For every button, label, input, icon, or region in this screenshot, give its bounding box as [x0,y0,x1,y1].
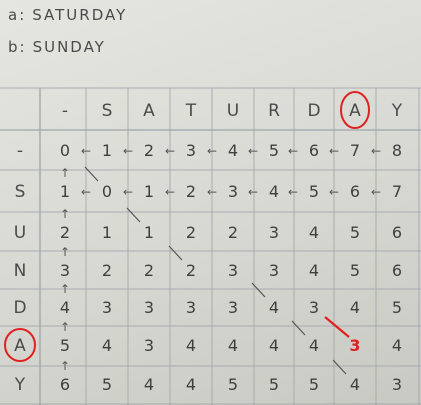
table-cell: 6 [349,182,361,201]
table-cell: 8 [391,141,403,160]
up-arrow-icon: ↑ [59,166,71,180]
table-cell: 3 [268,223,280,242]
table-cell: 4 [268,336,280,355]
table-cell: 2 [227,223,239,242]
column-header: D [307,101,321,121]
table-cell: 5 [349,261,361,280]
table-cell: 2 [185,261,197,280]
left-arrow-icon: ← [328,144,340,158]
table-cell: 4 [227,336,239,355]
table-cell: 4 [227,141,239,160]
left-arrow-icon: ← [206,144,218,158]
table-cell: 4 [349,298,361,317]
table-cell: 2 [185,223,197,242]
row-header: A [14,336,26,356]
table-cell: 6 [308,141,320,160]
table-cell: 6 [391,223,403,242]
left-arrow-icon: ← [206,185,218,199]
up-arrow-icon: ↑ [59,359,71,373]
left-arrow-icon: ← [247,185,259,199]
row-header: S [14,182,26,202]
red-arrow-icon [325,317,349,337]
table-cell: 6 [59,375,71,394]
left-arrow-icon: ← [164,185,176,199]
table-cell: 4 [268,298,280,317]
column-header: R [268,101,280,121]
column-header: A [143,101,155,121]
left-arrow-icon: ← [80,185,92,199]
diagonal-arrow-icon [127,208,140,222]
table-cell: 4 [101,336,113,355]
table-cell: 3 [143,336,155,355]
row-header: U [13,223,27,243]
table-cell: 6 [391,261,403,280]
table-cell: 3 [349,336,361,355]
table-cell: 4 [308,336,320,355]
diagonal-arrow-icon [85,167,98,181]
column-header: A [349,101,361,121]
row-header: N [13,261,27,281]
table-cell: 4 [308,261,320,280]
table-cell: 4 [391,336,403,355]
table-cell: 4 [143,375,155,394]
left-arrow-icon: ← [287,144,299,158]
column-header: U [226,101,240,121]
up-arrow-icon: ↑ [59,320,71,334]
table-cell: 5 [268,141,280,160]
table-cell: 3 [391,375,403,394]
table-cell: 3 [227,298,239,317]
table-cell: 1 [101,141,113,160]
table-cell: 3 [227,182,239,201]
table-cell: 0 [59,141,71,160]
table-cell: 3 [143,298,155,317]
column-header: - [61,101,69,121]
column-header: Y [391,101,403,121]
table-cell: 2 [143,141,155,160]
left-arrow-icon: ← [370,144,382,158]
left-arrow-icon: ← [287,185,299,199]
table-cell: 5 [59,336,71,355]
left-arrow-icon: ← [80,144,92,158]
table-cell: 1 [143,223,155,242]
table-cell: 3 [308,298,320,317]
table-cell: 4 [308,223,320,242]
table-cell: 1 [59,182,71,201]
table-cell: 5 [391,298,403,317]
definition-b-word: SUNDAY [32,38,106,56]
row-header: D [13,298,27,318]
table-cell: 3 [227,261,239,280]
table-cell: 2 [143,261,155,280]
table-cell: 5 [308,375,320,394]
left-arrow-icon: ← [247,144,259,158]
table-cell: 7 [391,182,403,201]
definition-b-label: b: [8,38,27,56]
table-cell: 3 [59,261,71,280]
left-arrow-icon: ← [164,144,176,158]
table-cell: 4 [185,336,197,355]
table-cell: 2 [59,223,71,242]
table-cell: 4 [268,182,280,201]
table-cell: 2 [101,261,113,280]
table-cell: 3 [101,298,113,317]
column-header: T [185,101,197,121]
table-cell: 5 [268,375,280,394]
left-arrow-icon: ← [328,185,340,199]
table-cell: 1 [101,223,113,242]
table-cell: 5 [308,182,320,201]
table-cell: 4 [59,298,71,317]
table-cell: 4 [349,375,361,394]
up-arrow-icon: ↑ [59,207,71,221]
table-cell: 3 [268,261,280,280]
up-arrow-icon: ↑ [59,245,71,259]
definition-a-word: SATURDAY [32,6,128,24]
table-cell: 5 [101,375,113,394]
table-cell: 4 [185,375,197,394]
left-arrow-icon: ← [122,144,134,158]
up-arrow-icon: ↑ [59,282,71,296]
row-header: - [16,141,24,161]
table-cell: 3 [185,141,197,160]
diagonal-arrow-icon [333,360,346,374]
left-arrow-icon: ← [370,185,382,199]
definition-a-label: a: [8,6,27,24]
column-header: S [101,101,113,121]
table-cell: 0 [101,182,113,201]
table-cell: 2 [185,182,197,201]
left-arrow-icon: ← [122,185,134,199]
table-cell: 7 [349,141,361,160]
table-cell: 5 [227,375,239,394]
row-header: Y [14,375,26,395]
diagonal-arrow-icon [169,246,182,260]
table-cell: 5 [349,223,361,242]
table-cell: 3 [185,298,197,317]
table-cell: 1 [143,182,155,201]
